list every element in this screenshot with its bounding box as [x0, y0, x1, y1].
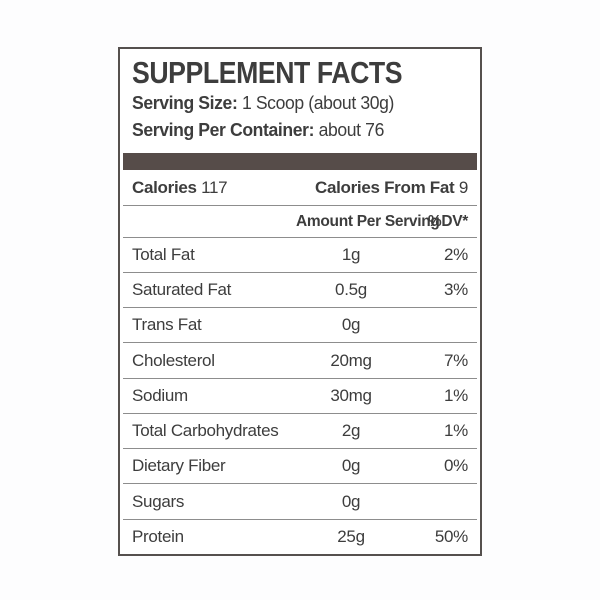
nutrient-row: [123, 342, 477, 377]
calories-right: [315, 178, 468, 198]
nutrient-dv: 2%: [444, 244, 468, 264]
nutrient-dv: 50%: [434, 526, 468, 546]
divider-bar: [123, 153, 477, 170]
nutrient-name: Cholesterol: [132, 350, 215, 370]
nutrient-name: Dietary Fiber: [132, 456, 226, 476]
supplement-facts-panel: [118, 47, 482, 556]
nutrient-amount: 0g: [341, 456, 361, 476]
nutrient-row: [123, 519, 477, 554]
nutrient-amount: 0.5g: [335, 280, 367, 300]
column-header-dv: %DV*: [427, 212, 468, 230]
nutrient-name: Trans Fat: [132, 315, 202, 335]
column-header-row: [123, 206, 477, 238]
nutrient-dv: 0%: [444, 456, 468, 476]
calories-left: [132, 178, 227, 198]
nutrient-row: [123, 413, 477, 448]
nutrient-row: [123, 483, 477, 518]
nutrient-row: [123, 272, 477, 307]
nutrient-amount: 1g: [341, 244, 361, 264]
nutrient-row: [123, 307, 477, 342]
nutrient-name: Protein: [132, 526, 184, 546]
nutrient-amount: 25g: [337, 526, 365, 546]
nutrient-amount: 0g: [341, 491, 361, 511]
serving-size-line: [132, 90, 451, 117]
serving-size-value: 1 Scoop (about 30g): [241, 92, 395, 114]
nutrient-amount: 30mg: [330, 385, 372, 405]
servings-per-container-value: about 76: [318, 118, 384, 140]
nutrient-dv: 3%: [444, 280, 468, 300]
nutrient-name: Sodium: [132, 385, 188, 405]
servings-per-container-label: Serving Per Container:: [132, 118, 315, 140]
calories-from-fat-value: 9: [458, 177, 468, 197]
calories-from-fat-label: Calories From Fat: [314, 177, 455, 197]
panel-title: SUPPLEMENT FACTS: [132, 55, 403, 90]
calories-value: 117: [201, 177, 228, 197]
nutrient-amount: 0g: [341, 315, 361, 335]
nutrient-row: [123, 448, 477, 483]
servings-per-container-line: [132, 117, 451, 144]
nutrient-amount: 20mg: [330, 350, 372, 370]
nutrient-dv: 1%: [444, 421, 468, 441]
nutrient-name: Total Carbohydrates: [132, 421, 279, 441]
serving-size-label: Serving Size:: [132, 92, 238, 114]
nutrient-rows: [123, 238, 477, 554]
nutrient-name: Sugars: [132, 491, 185, 511]
nutrient-row: [123, 378, 477, 413]
nutrient-dv: 1%: [444, 385, 468, 405]
nutrient-name: Saturated Fat: [132, 280, 232, 300]
column-header-amount: Amount Per Serving: [296, 212, 440, 230]
calories-label: Calories: [132, 177, 197, 197]
nutrient-row: [123, 238, 477, 272]
calories-row: [123, 170, 477, 206]
nutrient-dv: 7%: [444, 350, 468, 370]
nutrient-name: Total Fat: [132, 244, 195, 264]
nutrient-amount: 2g: [341, 421, 361, 441]
